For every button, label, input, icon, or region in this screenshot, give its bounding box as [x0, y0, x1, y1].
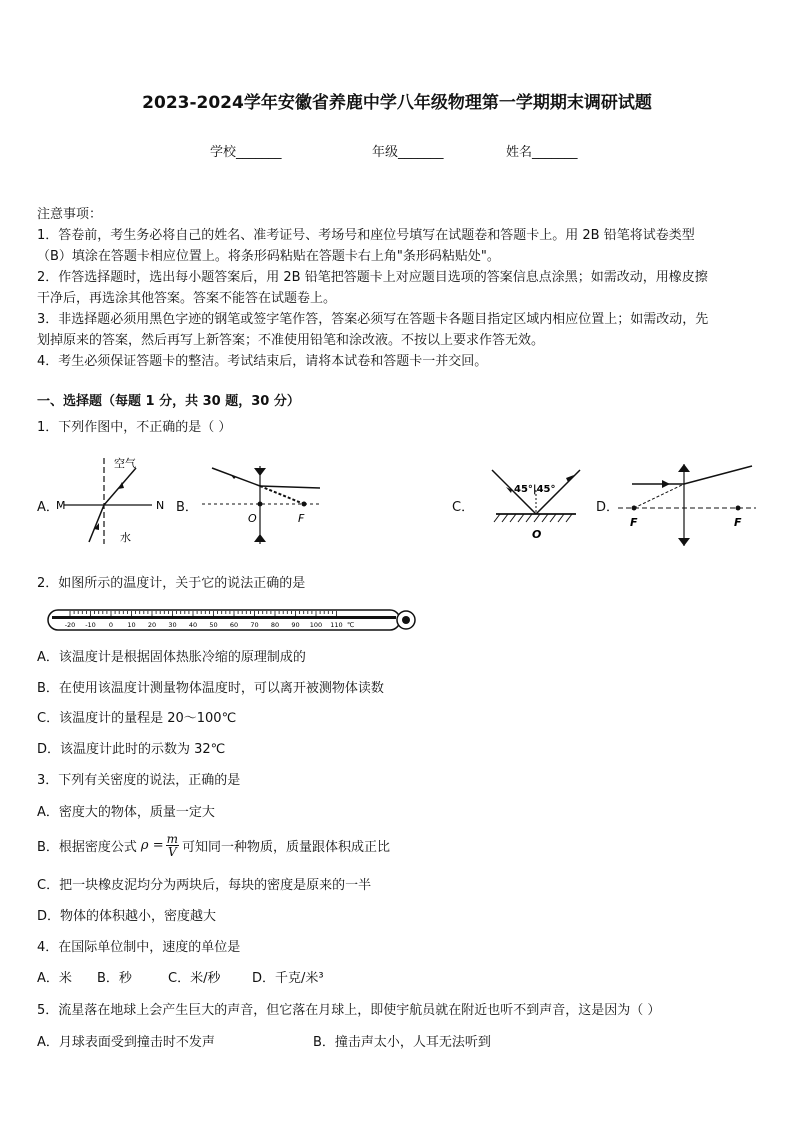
q2-option-c: C．该温度计的量程是 20～100℃	[37, 711, 237, 726]
n-label: N	[156, 499, 165, 512]
q1-label-c: C．	[452, 500, 475, 515]
q4-option-c: C．米/秒	[168, 971, 221, 986]
section-heading: 一、选择题（每题 1 分，共 30 题，30 分）	[37, 394, 300, 409]
refraction-figure	[56, 456, 176, 546]
thermometer-scale-label: 10	[127, 621, 136, 629]
mirror-reflection-figure	[486, 462, 586, 542]
thermometer-scale-label: 70	[250, 621, 259, 629]
name-field: 姓名_______	[506, 145, 578, 160]
q4-option-d: D．千克/米³	[252, 971, 324, 986]
thermometer-scale-label: 30	[168, 621, 177, 629]
q3-option-c: C．把一块橡皮泥均分为两块后，每块的密度是原来的一半	[37, 878, 372, 893]
q3-option-b-suffix: 可知同一种物质，质量跟体积成正比	[181, 839, 390, 855]
thermometer-scale-label: 20	[147, 621, 157, 629]
thermometer-scale-label: 50	[209, 621, 218, 629]
q1-label-b: B．	[176, 500, 198, 515]
thermometer-scale-label: -20	[64, 621, 76, 629]
q4-option-a: A．米	[37, 971, 72, 986]
q3-option-a: A．密度大的物体，质量一定大	[37, 805, 215, 820]
q2-option-b: B．在使用该温度计测量物体温度时，可以离开被测物体读数	[37, 681, 384, 696]
question-5-stem: 5．流星落在地球上会产生巨大的声音，但它落在月球上，即使宇航员就在附近也听不到声音，这是因为（ ）	[37, 1003, 661, 1018]
f-label: F	[734, 516, 742, 529]
q5-option-b: B．撞击声太小，人耳无法听到	[313, 1035, 491, 1050]
air-label: 空气	[114, 457, 136, 470]
thermometer-scale-label: 90	[291, 621, 300, 629]
o-label: O	[248, 512, 257, 525]
question-1-stem: 1．下列作图中，不正确的是（ ）	[37, 420, 232, 435]
q1-label-a: A．	[37, 500, 59, 515]
formula-denominator: V	[167, 844, 177, 859]
f-label: F	[630, 516, 638, 529]
water-label: 水	[120, 531, 131, 544]
thermometer-scale-label: ℃	[347, 621, 355, 629]
notice-line: （B）填涂在答题卡相应位置上。将条形码粘贴在答题卡右上角"条形码粘贴处"。	[37, 249, 500, 264]
question-4-stem: 4．在国际单位制中，速度的单位是	[37, 940, 241, 955]
q2-option-a: A．该温度计是根据固体热胀冷缩的原理制成的	[37, 650, 306, 665]
q3-option-d: D．物体的体积越小，密度越大	[37, 909, 217, 924]
density-formula	[166, 833, 179, 858]
concave-lens-figure	[196, 460, 326, 550]
notice-line: 1．答卷前，考生务必将自己的姓名、准考证号、考场号和座位号填写在试题卷和答题卡上。用 2B 铅笔将试卷类型	[37, 228, 695, 243]
notice-line: 4．考生必须保证答题卡的整洁。考试结束后，请将本试卷和答题卡一并交回。	[37, 354, 488, 369]
question-3-stem: 3．下列有关密度的说法，正确的是	[37, 773, 241, 788]
convex-lens-figure	[614, 460, 759, 552]
school-field: 学校_______	[210, 145, 282, 160]
q3-option-b	[37, 830, 390, 860]
thermometer-scale-label: 60	[229, 621, 239, 629]
thermometer-scale-label: -10	[85, 621, 96, 629]
q1-label-d: D．	[596, 500, 620, 515]
page-title: 2023-2024学年安徽省养鹿中学八年级物理第一学期期末调研试题	[142, 93, 652, 113]
m-label: M	[56, 499, 66, 512]
thermometer-scale-label: 40	[188, 621, 198, 629]
thermometer	[46, 606, 418, 634]
notice-line: 划掉原来的答案，然后再写上新答案；不准使用铅笔和涂改液。不按以上要求作答无效。	[37, 333, 545, 348]
thermometer-scale-label: 110	[330, 621, 343, 629]
f-label: F	[298, 512, 305, 525]
q3-option-b-prefix: B．根据密度公式	[37, 839, 137, 855]
o-label: O	[532, 528, 542, 541]
q4-option-b: B．秒	[97, 971, 132, 986]
question-2-stem: 2．如图所示的温度计，关于它的说法正确的是	[37, 576, 306, 591]
notice-line: 2．作答选择题时，选出每小题答案后，用 2B 铅笔把答题卡上对应题目选项的答案信息点涂黑；如需改动，用橡皮擦	[37, 270, 708, 285]
rho-symbol: ρ =	[140, 837, 164, 853]
angle-label: 45°|45°	[514, 484, 556, 495]
q5-option-a: A．月球表面受到撞击时不发声	[37, 1035, 215, 1050]
q2-option-d: D．该温度计此时的示数为 32℃	[37, 742, 226, 757]
thermometer-scale-label: 0	[108, 621, 114, 629]
notice-heading: 注意事项：	[37, 207, 103, 222]
notice-line: 3．非选择题必须用黑色字迹的钢笔或签字笔作答，答案必须写在答题卡各题目指定区域内相应位置上；如需改动，先	[37, 312, 709, 327]
grade-field: 年级_______	[372, 145, 444, 160]
thermometer-scale-label: 80	[270, 621, 280, 629]
thermometer-scale-label: 100	[309, 621, 323, 629]
notice-line: 干净后，再选涂其他答案。答案不能答在试题卷上。	[37, 291, 337, 306]
formula-numerator: m	[166, 831, 178, 846]
